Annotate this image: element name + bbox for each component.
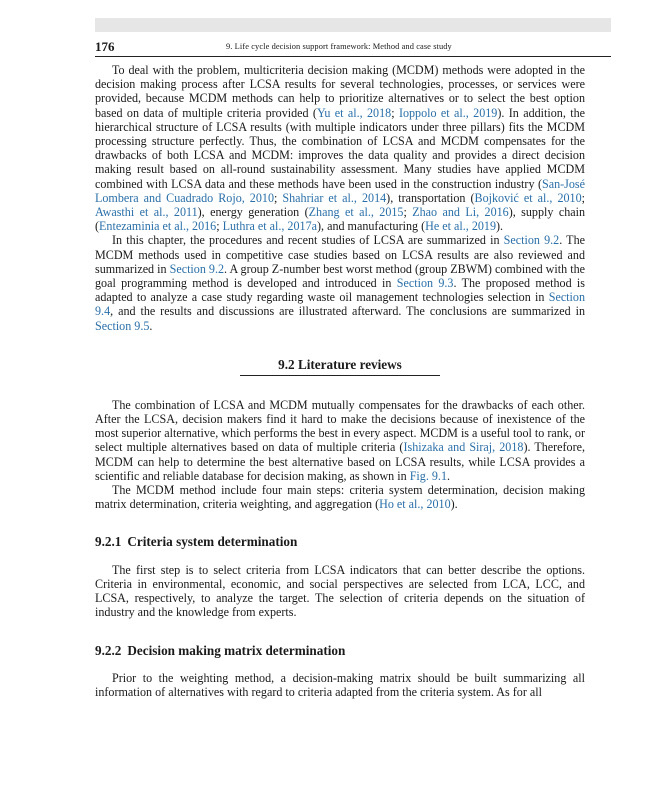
text: ), and manufacturing (: [317, 219, 426, 234]
section-heading-wrap: [95, 358, 585, 398]
text: ), transportation (: [386, 190, 475, 205]
citation-link[interactable]: Awasthi et al., 2011: [95, 205, 198, 220]
text: The combination of LCSA and MCDM mutually compensates for the drawbacks of each other. After the LCSA, decision makers find it hard to make the decisions because of inexistence of the most superior alternative, which performs the best in every aspect. MCDM is a useful tool to rank, or select multiple alternatives based on data of multiple criteria (: [95, 397, 585, 455]
text: Prior to the weighting method, a decision-making matrix should be built summarizing all information of alternatives with regard to criteria adapted from the criteria system. As for all: [95, 670, 585, 699]
text: ).: [450, 497, 458, 512]
citation-link[interactable]: San-José Lombera and Cuadrado Rojo, 2010: [95, 176, 585, 205]
figure-link[interactable]: Fig. 9.1: [409, 468, 447, 483]
text: In this chapter, the procedures and recent studies of LCSA are summarized in: [112, 233, 504, 248]
text: . The MCDM methods used in competitive case studies based on LCSA results are also reviewed and summarized in: [95, 233, 585, 276]
text: ), supply chain (: [95, 205, 586, 234]
paragraph-chapter-overview: [95, 233, 585, 332]
citation-link[interactable]: Bojković et al., 2010: [474, 190, 582, 205]
section-link[interactable]: Section 9.3: [396, 276, 454, 291]
subsection-title: Decision making matrix determination: [127, 642, 346, 658]
text: ), energy generation (: [197, 205, 309, 220]
citation-link[interactable]: Zhang et al., 2015: [308, 205, 404, 220]
text: ). Therefore, MCDM can help to determine the best alternative based on LCSA results, while LCSA provides a scientific and reliable database for decision making, as shown in: [95, 440, 586, 483]
subsection-title: Criteria system determination: [127, 534, 298, 550]
text: ;: [391, 105, 399, 120]
section-link[interactable]: Section 9.5: [95, 318, 150, 333]
text: ).: [496, 219, 504, 234]
text: . The proposed method is adapted to analyze a case study regarding waste oil management technologies selection in: [95, 276, 585, 305]
text: ;: [581, 190, 586, 205]
text: .: [447, 468, 451, 483]
running-head: 9. Life cycle decision support framework: Method and case study: [226, 42, 452, 51]
section-link[interactable]: Section 9.4: [95, 290, 585, 319]
citation-link[interactable]: Luthra et al., 2017a: [222, 219, 317, 234]
citation-link[interactable]: Ioppolo et al., 2019: [398, 105, 498, 120]
page-header: [95, 38, 611, 57]
paragraph-lcsa-mcdm-combination: [95, 398, 585, 483]
text: , and the results and discussions are illustrated afterward. The conclusions are summarized in: [110, 304, 585, 319]
text: ;: [274, 190, 283, 205]
citation-link[interactable]: He et al., 2019: [425, 219, 497, 234]
paragraph-mcdm-steps: [95, 483, 585, 511]
paragraph-criteria-selection: [95, 563, 585, 620]
section-title: 9.2 Literature reviews: [240, 358, 440, 376]
top-gray-band: [95, 18, 611, 32]
section-link[interactable]: Section 9.2: [503, 233, 560, 248]
text: The MCDM method include four main steps: criteria system determination, decision making matrix determination, criteria weighting, and aggregation (: [95, 483, 585, 512]
citation-link[interactable]: Zhao and Li, 2016: [412, 205, 509, 220]
page-body: [95, 63, 585, 699]
subsection-heading-matrix: [95, 644, 585, 658]
paragraph-decision-matrix: [95, 671, 585, 699]
page-number: 176: [95, 39, 115, 54]
paragraph-intro-mcdm: [95, 63, 585, 233]
subsection-heading-criteria: [95, 535, 585, 549]
section-link[interactable]: Section 9.2: [169, 261, 225, 276]
text: . A group Z-number best worst method (group ZBWM) combined with the goal programming method is developed and introduced in: [95, 261, 585, 291]
text: .: [149, 318, 153, 333]
subsection-number: 9.2.2: [95, 642, 122, 658]
text: The first step is to select criteria from LCSA indicators that can better describe the options. Criteria in environmental, economic, and social perspectives are selected from LCA, LCC, and LCSA, respectively, to analyze the target. The selection of criteria depends on the situation of industry and the knowledge from experts.: [95, 562, 585, 620]
subsection-number: 9.2.1: [95, 534, 122, 550]
text: To deal with the problem, multicriteria decision making (MCDM) methods were adopted in the decision making process after LCSA results for several technologies, processes, or services were provided, because MCDM methods can help to prioritize alternatives or to select the best option based on data of multiple criteria provided (: [95, 63, 585, 120]
citation-link[interactable]: Ishizaka and Siraj, 2018: [403, 440, 524, 455]
text: ;: [403, 205, 413, 220]
text: ;: [216, 219, 223, 234]
text: ). In addition, the hierarchical structure of LCSA results (with multiple indicators under three pillars) fits the MCDM processing structure perfectly. Thus, the combination of LCSA and MCDM compensates for the drawbacks of both LCSA and MCDM: improves the data quality and provides a direct decision making result based on all-round sustainability assessment. Many studies have applied MCDM combined with LCSA data and these methods have been used in the construction industry (: [95, 105, 585, 191]
citation-link[interactable]: Shahriar et al., 2014: [282, 190, 387, 205]
citation-link[interactable]: Yu et al., 2018: [316, 105, 392, 120]
citation-link[interactable]: Ho et al., 2010: [379, 497, 451, 512]
citation-link[interactable]: Entezaminia et al., 2016: [99, 219, 217, 234]
